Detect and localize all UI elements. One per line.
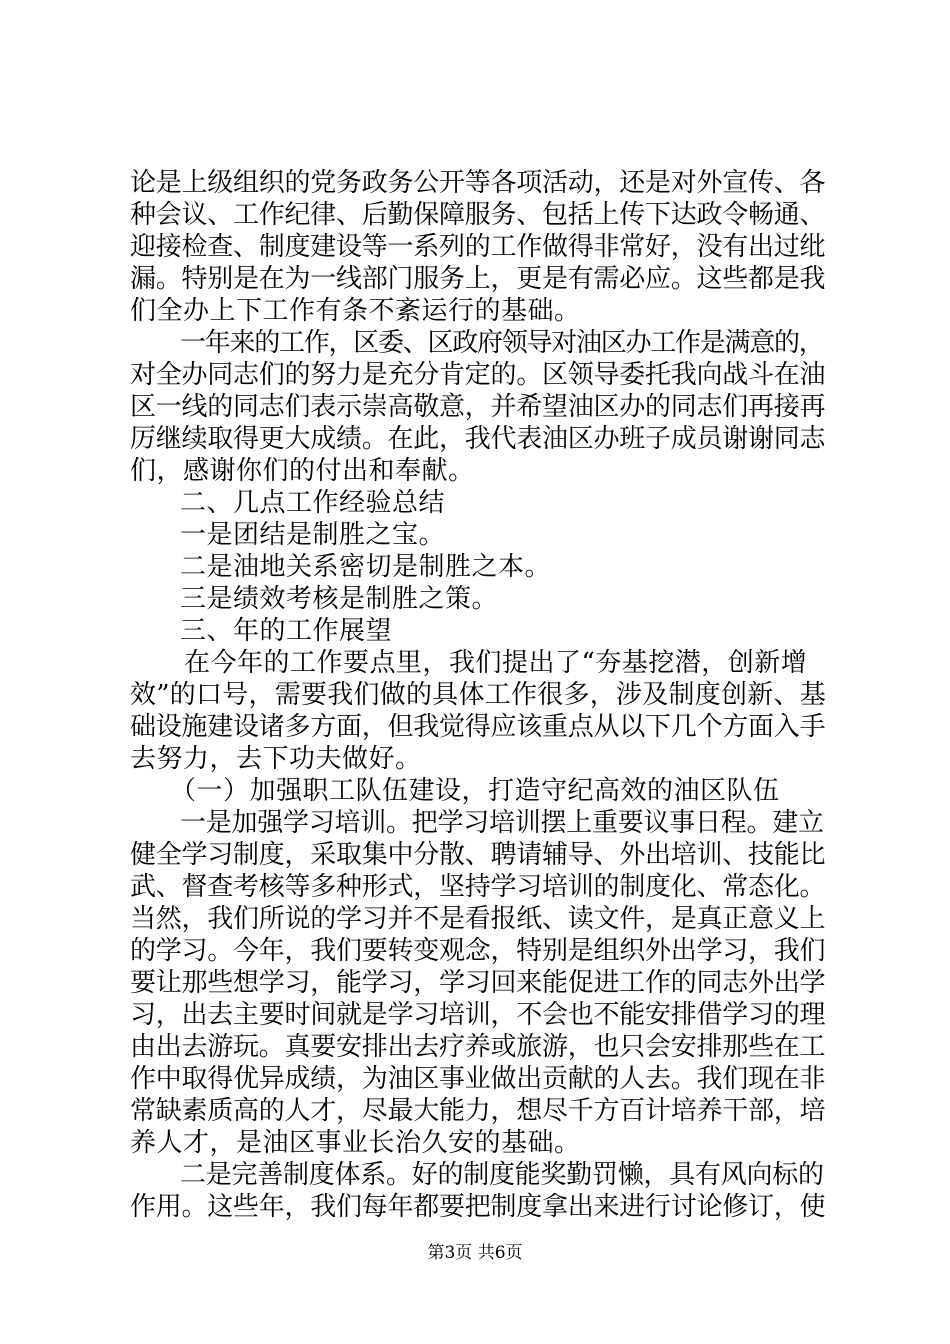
text-line: 二是油地关系密切是制胜之本。 bbox=[180, 552, 552, 582]
text-line: 要让那些想学习，能学习，学习回来能促进工作的同志外出学 bbox=[130, 968, 826, 998]
subsection-heading: （一）加强职工队伍建设，打造守纪高效的油区队伍 bbox=[170, 776, 780, 806]
section-heading: 二、几点工作经验总结 bbox=[180, 488, 446, 518]
text-line: 一年来的工作，区委、区政府领导对油区办工作是满意的， bbox=[180, 328, 824, 358]
page-number-footer: 第3页 共6页 bbox=[427, 1243, 523, 1263]
text-line: 的学习。今年，我们要转变观念，特别是组织外出学习，我们 bbox=[130, 936, 826, 966]
text-line: 效”的口号，需要我们做的具体工作很多，涉及制度创新、基 bbox=[130, 680, 827, 710]
text-line: 在今年的工作要点里，我们提出了“夯基挖潜，创新增 bbox=[184, 648, 808, 678]
text-line: 作中取得优异成绩，为油区事业做出贡献的人去。我们现在非 bbox=[130, 1064, 826, 1094]
text-line: 当然，我们所说的学习并不是看报纸、读文件，是真正意义上 bbox=[130, 904, 826, 934]
section-heading: 三、年的工作展望 bbox=[180, 616, 393, 646]
text-line: 论是上级组织的党务政务公开等各项活动，还是对外宣传、各 bbox=[130, 168, 826, 198]
text-line: 础设施建设诸多方面，但我觉得应该重点从以下几个方面入手 bbox=[130, 712, 826, 742]
text-line: 漏。特别是在为一线部门服务上，更是有需必应。这些都是我 bbox=[130, 264, 826, 294]
text-line: 健全学习制度，采取集中分散、聘请辅导、外出培训、技能比 bbox=[130, 840, 826, 870]
text-line: 常缺素质高的人才，尽最大能力，想尽千方百计培养干部，培 bbox=[130, 1096, 826, 1126]
text-line: 对全办同志们的努力是充分肯定的。区领导委托我向战斗在油 bbox=[130, 360, 826, 390]
text-line: 由出去游玩。真要安排出去疗养或旅游，也只会安排那些在工 bbox=[130, 1032, 826, 1062]
text-line: 养人才，是油区事业长治久安的基础。 bbox=[130, 1128, 581, 1158]
text-line: 习，出去主要时间就是学习培训，不会也不能安排借学习的理 bbox=[130, 1000, 826, 1030]
text-line: 一是加强学习培训。把学习培训摆上重要议事日程。建立 bbox=[180, 808, 824, 838]
text-line: 区一线的同志们表示崇高敬意，并希望油区办的同志们再接再 bbox=[130, 392, 826, 422]
text-line: 三是绩效考核是制胜之策。 bbox=[180, 584, 499, 614]
text-line: 一是团结是制胜之宝。 bbox=[180, 520, 446, 550]
text-line: 们，感谢你们的付出和奉献。 bbox=[130, 456, 475, 486]
text-line: 种会议、工作纪律、后勤保障服务、包括上传下达政令畅通、 bbox=[130, 200, 826, 230]
text-line: 二是完善制度体系。好的制度能奖勤罚懒，具有风向标的 bbox=[180, 1160, 824, 1190]
text-line: 们全办上下工作有条不紊运行的基础。 bbox=[130, 296, 581, 326]
text-line: 作用。这些年，我们每年都要把制度拿出来进行讨论修订，使 bbox=[130, 1192, 826, 1222]
text-line: 迎接检查、制度建设等一系列的工作做得非常好，没有出过纰 bbox=[130, 232, 826, 262]
text-line: 厉继续取得更大成绩。在此，我代表油区办班子成员谢谢同志 bbox=[130, 424, 826, 454]
text-line: 武、督查考核等多种形式，坚持学习培训的制度化、常态化。 bbox=[130, 872, 826, 902]
text-line: 去努力，去下功夫做好。 bbox=[130, 744, 422, 774]
